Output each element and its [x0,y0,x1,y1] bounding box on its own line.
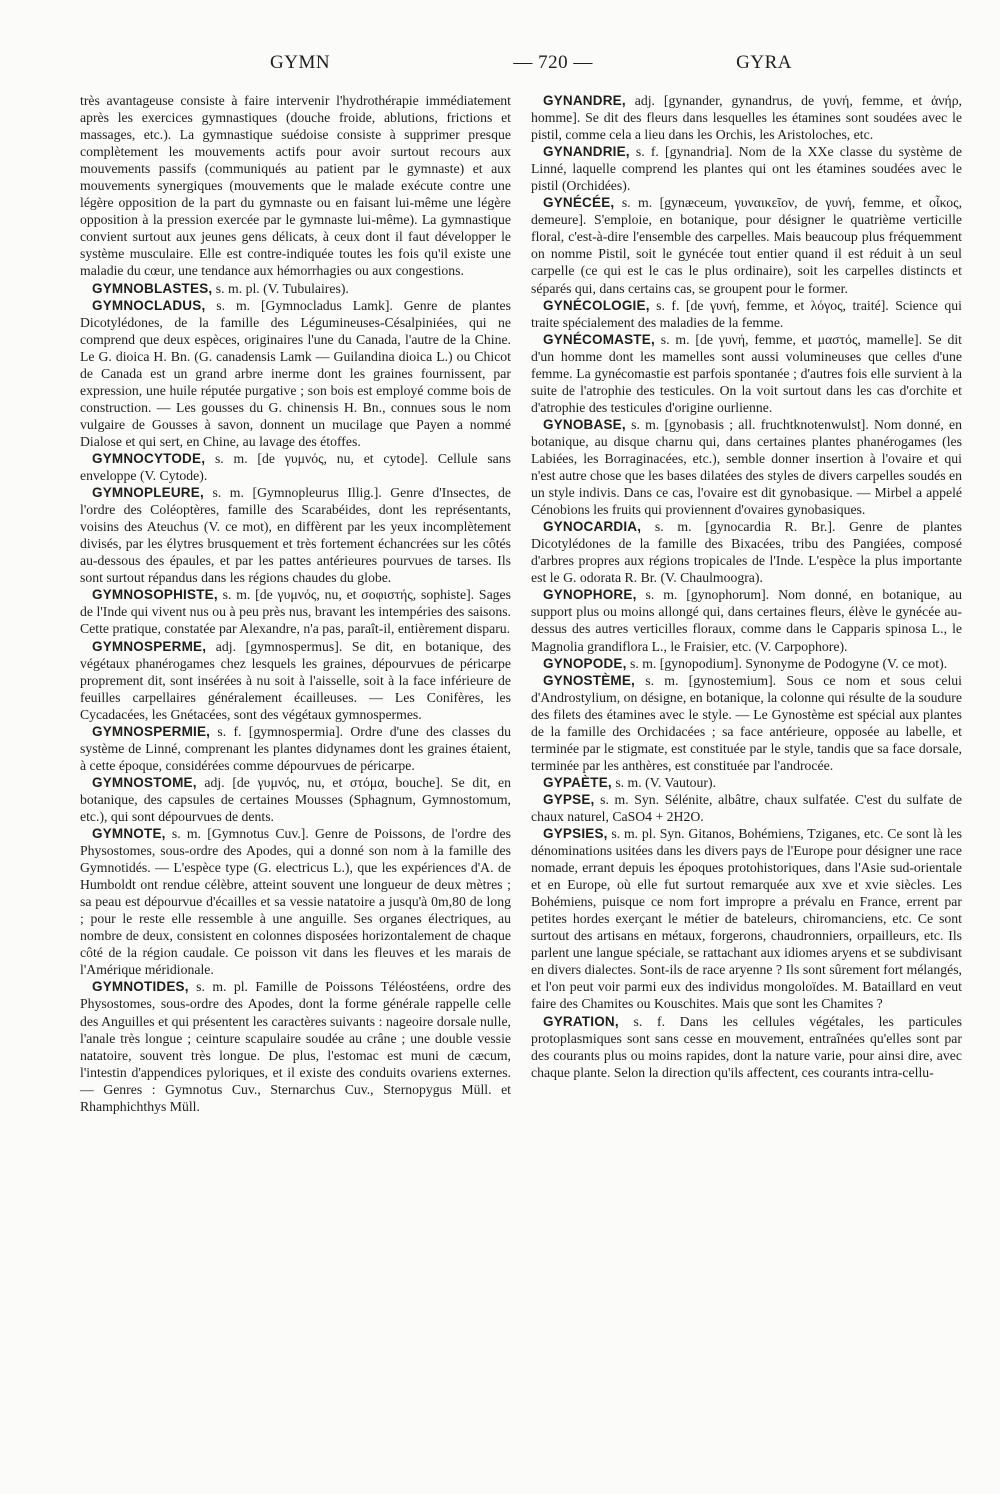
dictionary-entry [531,774,962,791]
running-head-right: GYRA [736,52,792,73]
entry-headword: GYMNOCLADUS, [92,297,206,313]
entry-headword: GYNOBASE, [543,416,626,432]
dictionary-entry [80,638,511,723]
dictionary-entry [531,825,962,1013]
text-columns [80,92,962,1115]
entry-headword: GYMNOBLASTES, [92,280,213,296]
entry-text: adj. [gynander, gynandrus, de γυνή, femme, et ἀνήρ, homme]. Se dit des fleurs dans lesquelles les étamines sont soudées avec le pistil, comme cela a lieu dans les Orchis, les Aristoloches, etc. [531,93,962,143]
entry-headword: GYNOPHORE, [543,587,637,603]
dictionary-entry [531,586,962,654]
entry-text: adj. [de γυμνός, nu, et στόμα, bouche]. Se dit, en botanique, des capsules de certaines Mousses (Sphagnum, Gymnostomum, etc.), qui sont dépourvues de dents. [80,774,511,824]
entry-text: s. m. pl. Syn. Gitanos, Bohémiens, Tziganes, etc. Ce sont là les dénominations usitées dans les divers pays de l'Europe pour désigner une race nomade, errant depuis les époques protohistoriques, dans l'Asie sud-orientale et en Europe, où elle fut surtout remarquée aux xve et xvie siècles. Les Bohémiens, puisque ce nom fort impropre a prévalu en France, errent par petites hordes exerçant le métier de bateleurs, chiromanciens, etc. Ce sont surtout des artisans en métaux, forgerons, chaudronniers, orpailleurs, etc. Ils parlent une langue spéciale, se rattachant aux idiomes aryens et se subdivisant en divers dialectes. Sont-ils de race aryenne ? Ils sont sûrement fort mélangés, et l'on peut voir parmi eux des individus mongoloïdes. M. Bataillard en veut faire des Chamites ou Kouschites. Mais que sont les Chamites ? [531,826,962,1012]
dictionary-entry [531,331,962,416]
entry-headword: GYNÉCOMASTE, [543,331,655,347]
entry-text: s. m. pl. Famille de Poissons Téléostéens, ordre des Physostomes, sous-ordre des Apodes, dont la forme générale rappelle celle des Anguilles et qui présentent les caractères suivants : nageoire dorsale nulle, l'anale très longue ; ceinture scapulaire soudée au crâne ; une double vessie natatoire, souvent très longue. De plus, l'estomac est muni de cæcum, l'intestin d'appendices pyloriques, et il existe des conduits ovariens externes. — Genres : Gymnotus Cuv., Sternarchus Cuv., Sternopygus Müll. et Rhamphichthys Müll. [80,979,511,1114]
entry-headword: GYNÉCOLOGIE, [543,297,650,313]
entry-headword: GYPSE, [543,791,595,807]
dictionary-entry [531,791,962,825]
entry-headword: GYPAÈTE, [543,774,612,790]
dictionary-entry [531,672,962,774]
dictionary-entry [531,655,962,672]
dictionary-entry [80,825,511,978]
entry-headword: GYMNOSTOME, [92,774,197,790]
right-column [531,92,962,1115]
entry-text: s. m. Syn. Sélénite, albâtre, chaux sulfatée. C'est du sulfate de chaux naturel, CaSO4 + 2H2O. [531,791,962,824]
entry-text: s. m. [de γυμνός, nu, et σοφιστής, sophiste]. Sages de l'Inde qui vivent nus ou à peu près nus, bravant les intempéries des saisons. Cette pratique, constatée par Alexandre, n'a pas, paraît-il, entièrement disparu. [80,587,512,637]
entry-text: s. m. pl. (V. Tubulaires). [215,280,349,296]
entry-text: très avantageuse consiste à faire intervenir l'hydrothérapie immédiatement après les exercices gymnastiques (douche froide, ablutions, frictions et massages, etc.). La gymnastique suédoise consiste à supprimer presque complètement les mouvements actifs pour avoir surtout recours aux mouvements passifs (communiqués au patient par le gymnaste) et aux mouvements synergiques (mouvements que le malade exécute contre une légère opposition de la part du gymnaste ou en faisant lui-même une légère opposition à la pression exercée par le gymnaste lui-même). La gymnastique convient surtout aux jeunes gens délicats, à ceux dont il faut développer le système musculaire. Elle est contre-indiquée toutes les fois qu'il existe une maladie du cœur, une tendance aux hémorrhagies ou aux congestions. [80,93,511,279]
entry-text: s. f. [gynandria]. Nom de la XXe classe du système de Linné, laquelle comprend les plantes qui ont les étamines soudées avec le pistil (Orchidées). [531,144,962,194]
dictionary-entry [531,518,962,586]
entry-headword: GYNOSTÈME, [543,672,636,688]
dictionary-entry [531,143,962,194]
entry-text: s. m. [Gymnotus Cuv.]. Genre de Poissons, de l'ordre des Physostomes, sous-ordre des Apodes, qui a donné son nom à la famille des Gymnotidés. — L'espèce type (G. electricus L.), que les expériences d'A. de Humboldt ont rendue célèbre, atteint souvent une longueur de deux mètres ; sa peau est dépourvue d'écailles et sa vessie natatoire a jusqu'à 0m,80 de long ; pour le reste elle ressemble à une anguille. Ses organes électriques, au nombre de deux, consistent en colonnes disposées horizontalement de chaque côté de la région caudale. Ce poisson vit dans les fleuves et les marais de l'Amérique méridionale. [80,826,511,978]
entry-text: s. m. [gynocardia R. Br.]. Genre de plantes Dicotylédones de la famille des Bixacées, tribu des Pangiées, composé d'arbres propres aux régions tropicales de l'Inde. L'espèce la plus importante est le G. odorata R. Br. (V. Chaulmoogra). [531,519,963,586]
entry-headword: GYMNOSPERME, [92,638,207,654]
left-column [80,92,511,1115]
entry-headword: GYNOPODE, [543,655,627,671]
entry-headword: GYMNOTIDES, [92,979,189,995]
entry-headword: GYNANDRE, [543,93,626,108]
entry-text: s. m. [gynæceum, γυναικεῖον, de γυνή, femme, et οἶκος, demeure]. S'emploie, en botanique, pour désigner le quatrième verticille floral, c'est-à-dire l'ensemble des carpelles. Mais beaucoup plus fréquemment on nomme Pistil, soit le gynécée tout entier quand il est réduit à un seul carpelle (ce qui est le cas le plus ordinaire), soit les carpelles distincts et séparés qui, dans certains cas, se groupent pour le former. [531,195,963,296]
dictionary-entry [531,92,962,143]
dictionary-entry [531,416,962,518]
entry-text: s. m. [Gymnopleurus Illig.]. Genre d'Insectes, de l'ordre des Coléoptères, famille des Scarabéides, dont les représentants, voisins des Ateuchus (V. ce mot), en diffèrent par les yeux incomplètement divisés, par les élytres brusquement et très fortement échancrées sur les côtés au-dessous des épaules, et par les pattes antérieures pourvues de tarses. Ils sont surtout répandus dans les régions chaudes du globe. [80,485,511,586]
entry-headword: GYNANDRIE, [543,144,630,160]
entry-text: s. f. Dans les cellules végétales, les particules protoplasmiques sont sans cesse en mouvement, entraînées qu'elles sont par des courants plus ou moins rapides, dont la nature varie, pour ainsi dire, avec chaque plante. Selon la direction qu'ils affectent, ces courants intra-cellu- [531,1013,963,1080]
dictionary-entry [80,978,511,1114]
dictionary-entry [80,450,511,484]
dictionary-entry [80,92,511,280]
dictionary-entry [80,774,511,825]
running-head [80,52,962,86]
entry-headword: GYMNOCYTODE, [92,450,206,466]
dictionary-entry [80,586,511,637]
entry-text: s. f. [de γυνή, femme, et λόγος, traité]. Science qui traite spécialement des maladies de la femme. [531,297,963,330]
entry-text: s. f. [gymnospermia]. Ordre d'une des classes du système de Linné, comprenant les plantes didynames dont les graines étaient, à cette époque, considérées comme dépourvues de péricarpe. [80,723,512,773]
dictionary-entry [80,723,511,774]
entry-text: s. m. [gynophorum]. Nom donné, en botanique, au support plus ou moins allongé qui, dans certaines fleurs, élève le gynécée au-dessus des autres verticilles floraux, comme dans le Capparis spinosa L., le Magnolia grandiflora L., le Fraisier, etc. (V. Carpophore). [531,587,963,654]
page-number: — 720 — [513,52,593,73]
dictionary-entry [531,1013,962,1081]
dictionary-entry [531,297,962,331]
dictionary-entry [80,280,511,297]
running-head-left: GYMN [270,52,331,73]
dictionary-entry [80,484,511,586]
entry-headword: GYNOCARDIA, [543,519,642,535]
entry-text: s. m. [gynopodium]. Synonyme de Podogyne (V. ce mot). [630,655,948,671]
entry-headword: GYMNOPLEURE, [92,485,204,501]
entry-headword: GYMNOTE, [92,826,166,842]
dictionary-entry [531,194,962,296]
entry-text: s. m. [gynobasis ; all. fruchtknotenwulst]. Nom donné, en botanique, au disque charnu qui, dans certaines plantes phanérogames (les Labiées, les Borraginacées, etc.), semble donner insertion à l'ovaire et qui n'est autre chose que les bases dilatées des styles de divers carpelles soudés en un style indivis. Dans ce cas, l'ovaire est dit gynobasique. — Mirbel a appelé Cénobions les fruits qui proviennent d'ovaires gynobasiques. [531,416,962,518]
entry-text: s. m. (V. Vautour). [615,774,717,790]
entry-text: s. m. [de γυνή, femme, et μαστός, mamelle]. Se dit d'un homme dont les mamelles sont aussi volumineuses que celles d'une femme. La gynécomastie est parfois spontanée ; d'autres fois elle survient à la suite de l'atrophie des testicules. On la voit surtout dans les cas d'orchite et d'atrophie des testicules d'origine ourlienne. [531,331,962,415]
entry-headword: GYRATION, [543,1013,619,1029]
entry-headword: GYPSIES, [543,826,608,842]
entry-headword: GYMNOSPERMIE, [92,723,211,739]
entry-text: s. m. [Gymnocladus Lamk]. Genre de plantes Dicotylédones, de la famille des Légumineuses-Césalpiniées, qui ne comprend que deux espèces, originaires l'une du Canada, l'autre de la Chine. Le G. dioica H. Bn. (G. canadensis Lamk — Guilandina dioica L.) ou Chicot de Canada est un grand arbre inerme dont les graines fournissent, par expression, une huile réputée purgative ; son bois est employé comme bois de construction. — Les gousses du G. chinensis H. Bn., connues sous le nom vulgaire de Gousses à savon, donnent un mucilage que Payen a nommé Dialose et qui sert, en Chine, au lavage des étoffes. [80,297,511,449]
entry-text: s. m. [de γυμνός, nu, et cytode]. Cellule sans enveloppe (V. Cytode). [80,450,511,484]
entry-headword: GYNÉCÉE, [543,195,615,211]
entry-text: adj. [gymnospermus]. Se dit, en botanique, des végétaux phanérogames chez lesquels les graines, dépourvues de péricarpe proprement dit, sont insérées à nu soit à l'aisselle, soit à la face inférieure de feuilles carpellaires généralement écailleuses. — Les Conifères, les Cycadacées, les Gnétacées, sont des végétaux gymnospermes. [80,638,512,722]
entry-text: s. m. [gynostemium]. Sous ce nom et sous celui d'Androstylium, on désigne, en botanique, la colonne qui résulte de la soudure des filets des étamines avec le style. — Le Gynostème est spécial aux plantes de la famille des Orchidacées ; sa face antérieure, opposée au labelle, et terminée par le stigmate, est constituée par le style, tandis que sa face dorsale, terminée par les anthères, est constituée par l'androcée. [531,672,962,773]
dictionary-entry [80,297,511,450]
entry-headword: GYMNOSOPHISTE, [92,587,218,603]
